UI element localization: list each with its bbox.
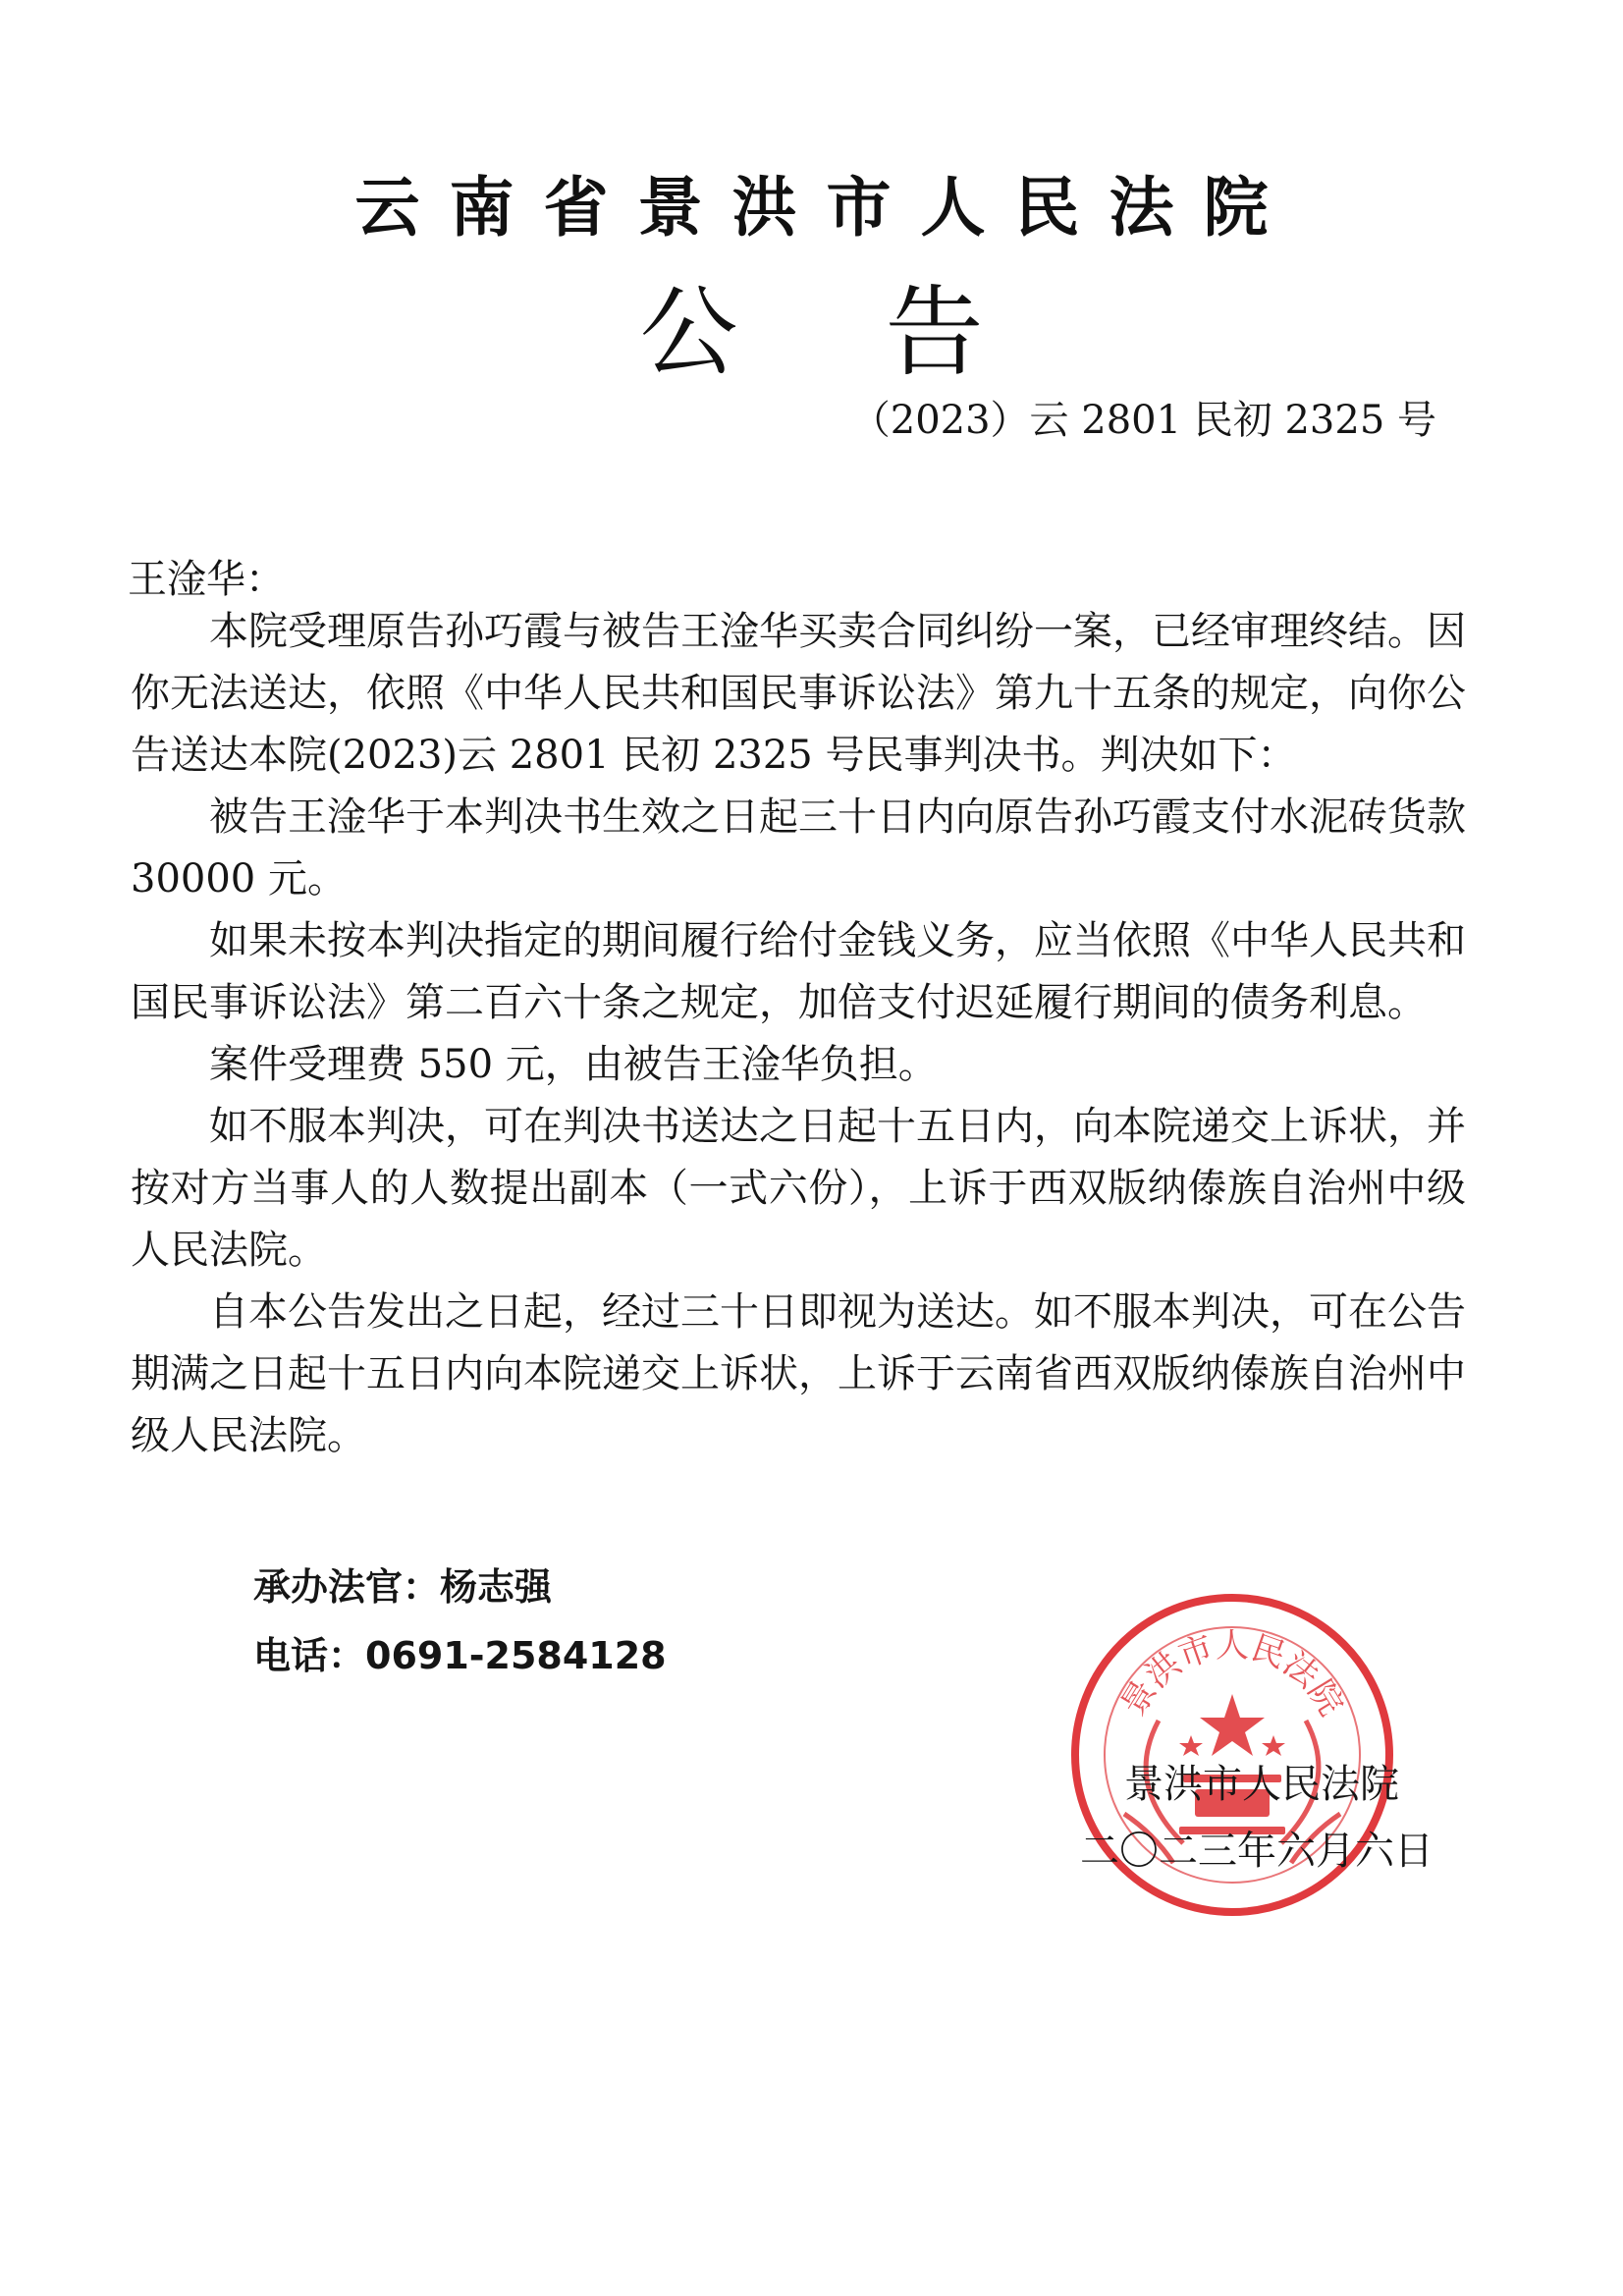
phone-number: 电话：0691-2584128	[253, 1634, 667, 1677]
paragraph-late-interest: 如果未按本判决指定的期间履行给付金钱义务，应当依照《中华人民共和国民事诉讼法》第二百六十条之规定，加倍支付迟延履行期间的债务利息。	[131, 918, 1466, 1025]
paragraph-appeal-right: 如不服本判决，可在判决书送达之日起十五日内，向本院递交上诉状，并按对方当事人的人数提出副本（一式六份），上诉于西双版纳傣族自治州中级人民法院。	[131, 1104, 1466, 1273]
signature-court: 景洪市人民法院	[1124, 1762, 1399, 1807]
paragraph-case-summary: 本院受理原告孙巧霞与被告王淦华买卖合同纠纷一案，已经审理终结。因你无法送达，依照《中华人民共和国民事诉讼法》第九十五条的规定，向你公告送达本院(2023)云 2801 民初 2325 号民事判决书。判决如下：	[131, 609, 1466, 778]
addressee: 王淦华：	[128, 557, 285, 602]
paragraph-service-notice: 自本公告发出之日起，经过三十日即视为送达。如不服本判决，可在公告期满之日起十五日内向本院递交上诉状，上诉于云南省西双版纳傣族自治州中级人民法院。	[131, 1289, 1466, 1458]
seal-text: 景洪市人民法院	[1113, 1626, 1351, 1723]
judge-name: 承办法官：杨志强	[253, 1565, 553, 1609]
paragraph-court-fee: 案件受理费 550 元，由被告王淦华负担。	[209, 1042, 938, 1087]
signature-date: 二〇二三年六月六日	[1080, 1829, 1434, 1874]
court-title: 云南省景洪市人民法院	[354, 170, 1298, 246]
paragraph-judgment-payment: 被告王淦华于本判决书生效之日起三十日内向原告孙巧霞支付水泥砖货款30000 元。	[131, 794, 1466, 902]
document-title: 公告	[639, 275, 1131, 390]
case-number: （2023）云 2801 民初 2325 号	[850, 398, 1436, 443]
